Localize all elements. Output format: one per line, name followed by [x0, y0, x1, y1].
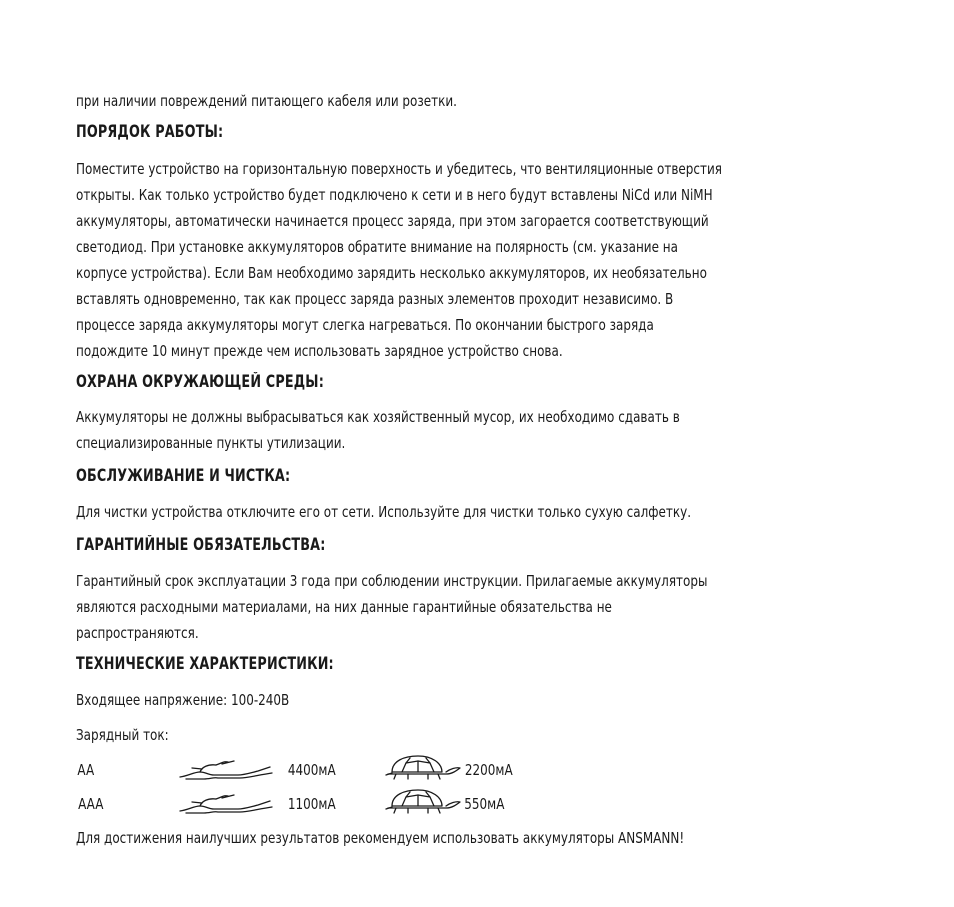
hare-icon: [178, 759, 274, 781]
text-line: Для чистки устройства отключите его от сети. Используйте для чистки только сухую салфетку.: [76, 503, 692, 521]
text-line: корпусе устройства). Если Вам необходимо зарядить несколько аккумуляторов, их необязательно: [76, 264, 707, 282]
fast-current: 4400мА: [287, 761, 336, 779]
text-line: являются расходными материалами, на них данные гарантийные обязательства не: [76, 598, 612, 616]
text-line: вставлять одновременно, так как процесс заряда разных элементов проходит независимо. В: [76, 290, 674, 308]
text-line: процессе заряда аккумуляторы могут слегка нагреваться. По окончании быстрого заряда: [76, 316, 654, 334]
turtle-icon: [384, 753, 464, 781]
operation-paragraph: [76, 156, 764, 364]
hare-icon: [178, 793, 274, 815]
text-line: специализированные пункты утилизации.: [76, 434, 346, 452]
maintenance-paragraph: [76, 499, 764, 525]
text-line: Аккумуляторы не должны выбрасываться как хозяйственный мусор, их необходимо сдавать в: [76, 408, 680, 426]
text-line: аккумуляторы, автоматически начинается процесс заряда, при этом загорается соответствующий: [76, 212, 709, 230]
slow-current: 2200мА: [464, 761, 513, 779]
turtle-icon: [384, 787, 464, 815]
warranty-paragraph: [76, 568, 764, 646]
text-line: светодиод. При установке аккумуляторов обратите внимание на полярность (см. указание на: [76, 238, 678, 256]
environment-paragraph: [76, 404, 764, 456]
input-voltage: Входящее напряжение: 100-240В: [76, 691, 290, 709]
fast-current: 1100мА: [287, 795, 336, 813]
text-line: подождите 10 минут прежде чем использовать зарядное устройство снова.: [76, 342, 563, 360]
text-line: Гарантийный срок эксплуатации 3 года при соблюдении инструкции. Прилагаемые аккумуляторы: [76, 572, 708, 590]
closing-line: Для достижения наилучших результатов рекомендуем использовать аккумуляторы ANSMANN!: [76, 829, 685, 847]
battery-type: AAA: [78, 795, 104, 813]
intro-line: при наличии повреждений питающего кабеля или розетки.: [76, 92, 457, 110]
heading-operation: ПОРЯДОК РАБОТЫ:: [76, 122, 224, 141]
charge-current-label: Зарядный ток:: [76, 726, 169, 744]
battery-type: AA: [77, 761, 95, 779]
heading-environment: ОХРАНА ОКРУЖАЮЩЕЙ СРЕДЫ:: [76, 372, 324, 391]
heading-specs: ТЕХНИЧЕСКИЕ ХАРАКТЕРИСТИКИ:: [76, 654, 334, 673]
spec-row-aaa: [76, 791, 596, 817]
slow-current: 550мА: [464, 795, 505, 813]
text-line: Поместите устройство на горизонтальную поверхность и убедитесь, что вентиляционные отверстия: [76, 160, 722, 178]
text-line: распространяются.: [76, 624, 199, 642]
heading-maintenance: ОБСЛУЖИВАНИЕ И ЧИСТКА:: [76, 466, 291, 485]
spec-row-aa: [76, 757, 596, 783]
text-line: открыты. Как только устройство будет подключено к сети и в него будут вставлены NiCd или NiMH: [76, 186, 713, 204]
heading-warranty: ГАРАНТИЙНЫЕ ОБЯЗАТЕЛЬСТВА:: [76, 535, 326, 554]
